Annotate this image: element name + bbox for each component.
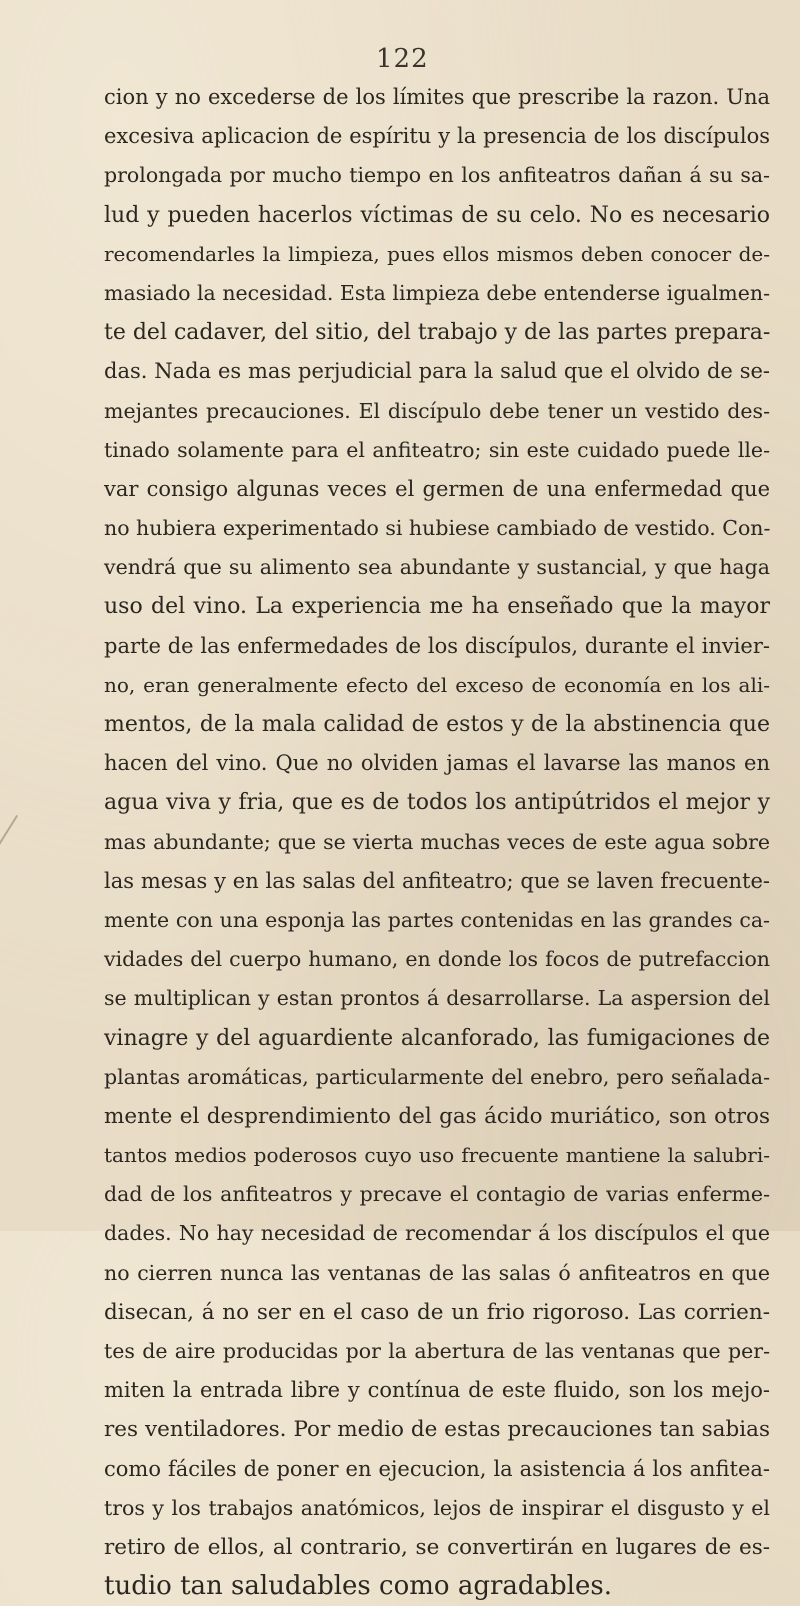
text-line: dades. No hay necesidad de recomendar á los discípulos el que (104, 1221, 770, 1246)
text-line: tantos medios poderosos cuyo uso frecuente mantiene la salubri- (104, 1143, 770, 1168)
text-line: parte de las enfermedades de los discípulos, durante el invier- (104, 633, 770, 658)
text-line: tes de aire producidas por la abertura de las ventanas que per- (104, 1339, 770, 1363)
text-line: uso del vino. La experiencia me ha enseñado que la mayor (104, 594, 770, 620)
text-line: las mesas y en las salas del anfiteatro; que se laven frecuente- (104, 868, 770, 893)
text-line: var consigo algunas veces el germen de una enfermedad que (104, 476, 770, 501)
page-number: 122 (376, 44, 429, 74)
text-line: retiro de ellos, al contrario, se convertirán en lugares de es- (104, 1534, 770, 1560)
text-line: vidades del cuerpo humano, en donde los focos de putrefaccion (104, 947, 770, 972)
margin-mark (0, 815, 18, 855)
text-line: mente el desprendimiento del gas ácido muriático, son otros (104, 1103, 770, 1129)
text-line: se multiplican y estan prontos á desarrollarse. La aspersion del (104, 986, 770, 1011)
text-line: mente con una esponja las partes contenidas en las grandes ca- (104, 907, 770, 932)
text-line: masiado la necesidad. Esta limpieza debe entenderse igualmen- (104, 280, 770, 305)
text-line: mas abundante; que se vierta muchas veces de este agua sobre (104, 829, 770, 854)
text-line: mejantes precauciones. El discípulo debe tener un vestido des- (104, 398, 770, 423)
text-line: agua viva y fria, que es de todos los antipútridos el mejor y (104, 790, 770, 816)
text-line: te del cadaver, del sitio, del trabajo y de las partes prepara- (104, 320, 771, 346)
text-line: plantas aromáticas, particularmente del enebro, pero señalada- (104, 1064, 770, 1089)
text-line: vendrá que su alimento sea abundante y sustancial, y que haga (104, 555, 770, 580)
text-line: mentos, de la mala calidad de estos y de la abstinencia que (104, 712, 770, 737)
text-line: hacen del vino. Que no olviden jamas el lavarse las manos en (104, 751, 770, 776)
text-line: excesiva aplicacion de espíritu y la presencia de los discípulos (104, 124, 770, 149)
text-line: prolongada por mucho tiempo en los anfiteatros dañan á su sa- (104, 163, 770, 188)
text-line: res ventiladores. Por medio de estas precauciones tan sabias (104, 1417, 770, 1443)
text-line: cion y no excederse de los límites que prescribe la razon. Una (104, 85, 770, 109)
text-line: recomendarles la limpieza, pues ellos mismos deben conocer de- (104, 241, 770, 266)
text-line: tinado solamente para el anfiteatro; sin este cuidado puede lle- (104, 437, 770, 462)
text-line: tros y los trabajos anatómicos, lejos de inspirar el disgusto y el (104, 1495, 770, 1520)
text-line: disecan, á no ser en el caso de un frio rigoroso. Las corrien- (104, 1299, 770, 1325)
text-line: vinagre y del aguardiente alcanforado, las fumigaciones de (104, 1025, 770, 1051)
text-line: no hubiera experimentado si hubiese cambiado de vestido. Con- (104, 516, 771, 541)
text-line: no, eran generalmente efecto del exceso de economía en los ali- (104, 672, 770, 697)
text-line: no cierren nunca las ventanas de las salas ó anfiteatros en que (104, 1260, 770, 1285)
text-line: como fáciles de poner en ejecucion, la asistencia á los anfitea- (104, 1456, 770, 1481)
text-line: miten la entrada libre y contínua de este fluido, son los mejo- (104, 1378, 770, 1403)
body-text (104, 78, 770, 1606)
text-line: lud y pueden hacerlos víctimas de su celo. No es necesario (104, 202, 770, 228)
text-line: tudio tan saludables como agradables. (104, 1571, 612, 1602)
text-line: dad de los anfiteatros y precave el contagio de varias enferme- (104, 1182, 770, 1207)
text-line: das. Nada es mas perjudicial para la salud que el olvido de se- (104, 359, 770, 384)
